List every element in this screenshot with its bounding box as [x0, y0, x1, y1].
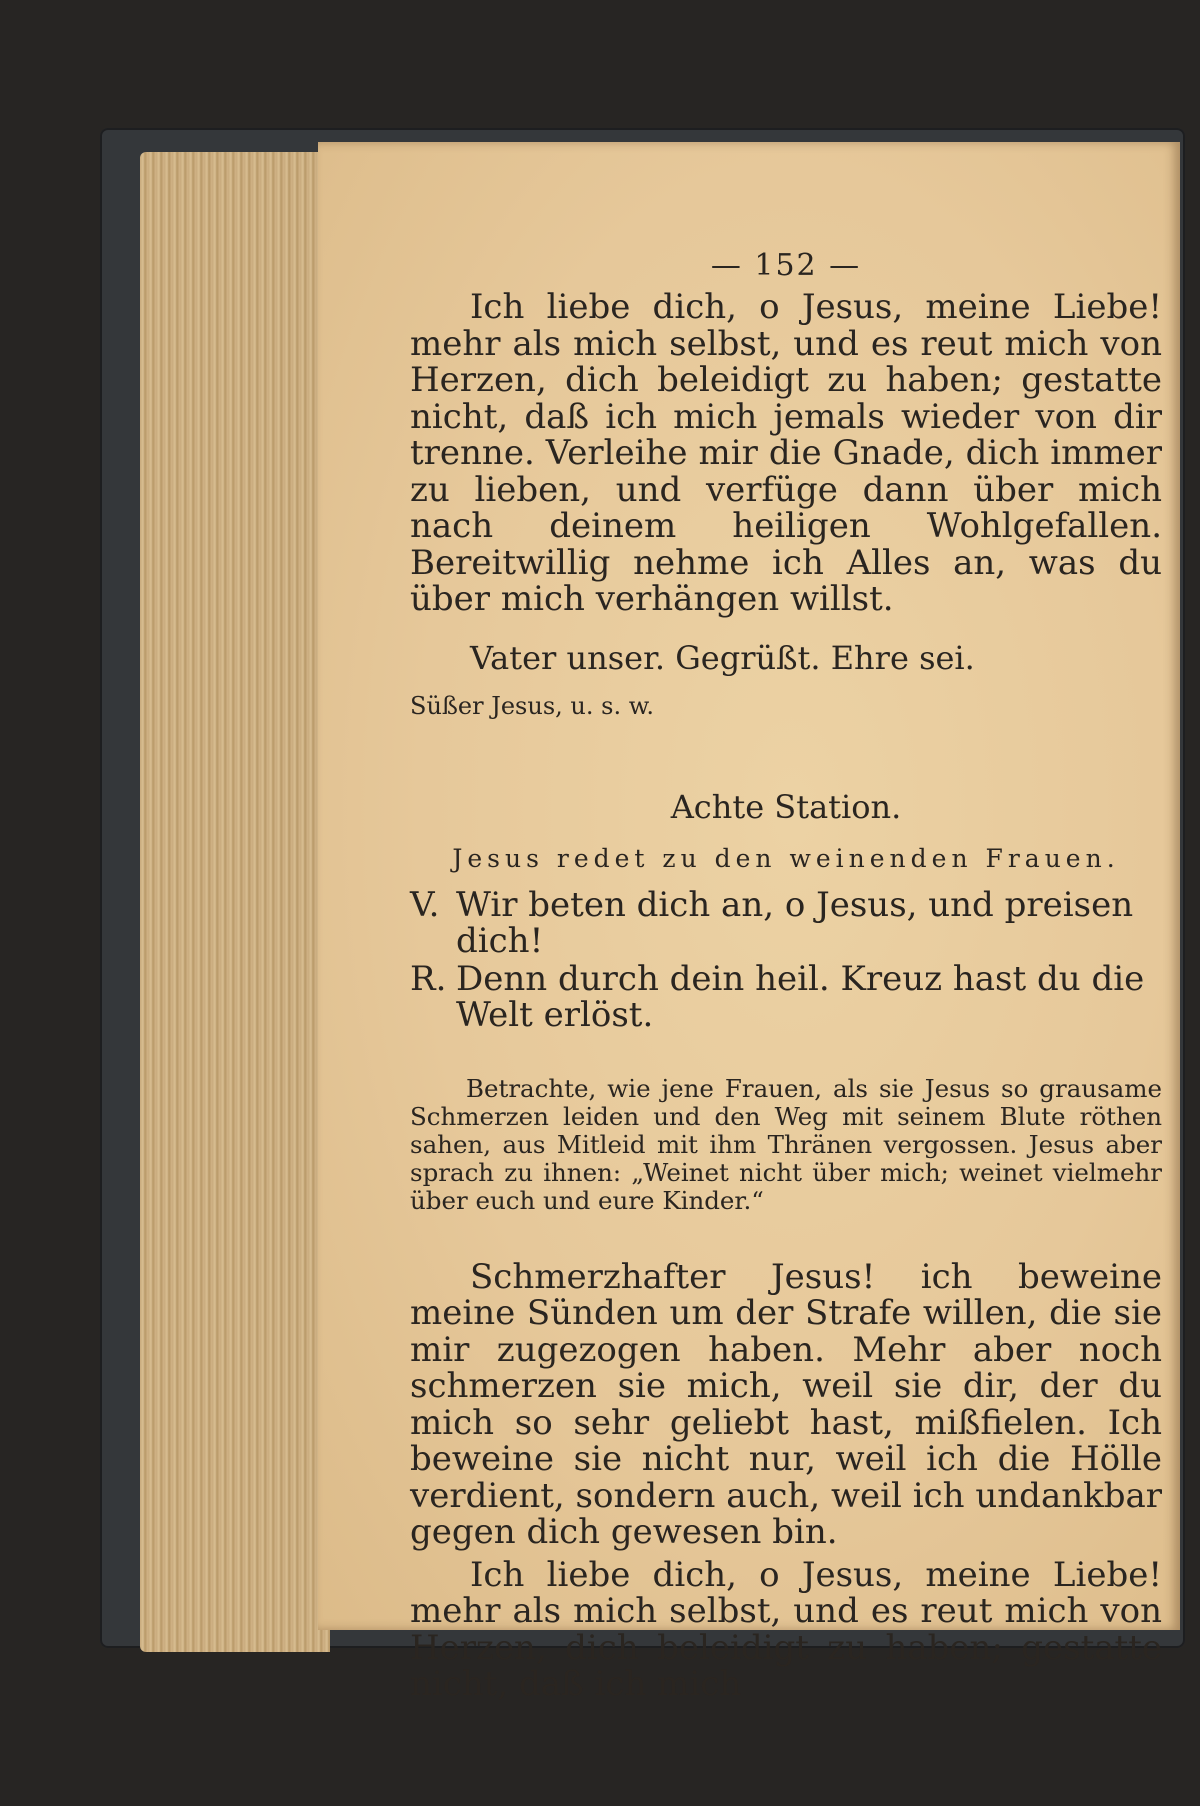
response-marker: R. — [410, 958, 447, 999]
page-text — [410, 248, 1162, 1703]
station-subtitle: Jesus redet zu den weinenden Frauen. — [452, 843, 1120, 873]
versicle-text: Wir beten dich an, o Jesus, und preisen dich! — [456, 884, 1134, 961]
meditation-paragraph: Betrachte, wie jene Frauen, als sie Jesus so grausame Schmerzen leiden und den Weg mit seinem Blute röthen sahen, aus Mitleid mit ihm Thränen vergossen. Jesus aber sprach zu ihnen: „Weinet nicht über mich; weinet vielmehr über euch und eure Kinder.“ — [410, 1073, 1162, 1215]
page-edges — [140, 152, 330, 1652]
response — [410, 958, 1162, 1035]
paragraph-sorrow: Schmerzhafter Jesus! ich beweine meine Sünden um der Strafe willen, die sie mir zugezogen haben. Mehr aber noch schmerzen sie mich, weil sie dir, der du mich so sehr geliebt hast, mißfielen. Ich beweine sie nicht nur, weil ich die Hölle verdient, sondern auch, weil ich undankbar gegen dich gewesen bin. — [410, 1256, 1162, 1552]
paragraph-love-2: Ich liebe dich, o Jesus, meine Liebe! mehr als mich selbst, und es reut mich von Herzen, dich beleidigt zu haben; gestatte nicht, daß ich mich — [410, 1554, 1162, 1704]
station-title: Achte Station. — [670, 787, 902, 826]
refrain-line: Süßer Jesus, u. s. w. — [410, 691, 655, 720]
response-text: Denn durch dein heil. Kreuz hast du die Welt erlöst. — [456, 958, 1145, 1035]
paragraph-love-1: Ich liebe dich, o Jesus, meine Liebe! mehr als mich selbst, und es reut mich von Herzen, dich beleidigt zu haben; gestatte nicht, daß ich mich jemals wieder von dir trenne. Verleihe mir die Gnade, dich immer zu lieben, und verfüge dann über mich nach deinem heiligen Wohlgefallen. Bereitwillig nehme ich Alles an, was du über mich verhängen willst. — [410, 287, 1162, 619]
versicle — [410, 884, 1162, 961]
prayers-line: Vater unser. Gegrüßt. Ehre sei. — [470, 638, 975, 677]
versicle-marker: V. — [410, 884, 440, 925]
page-number: — 152 — — [710, 248, 862, 283]
